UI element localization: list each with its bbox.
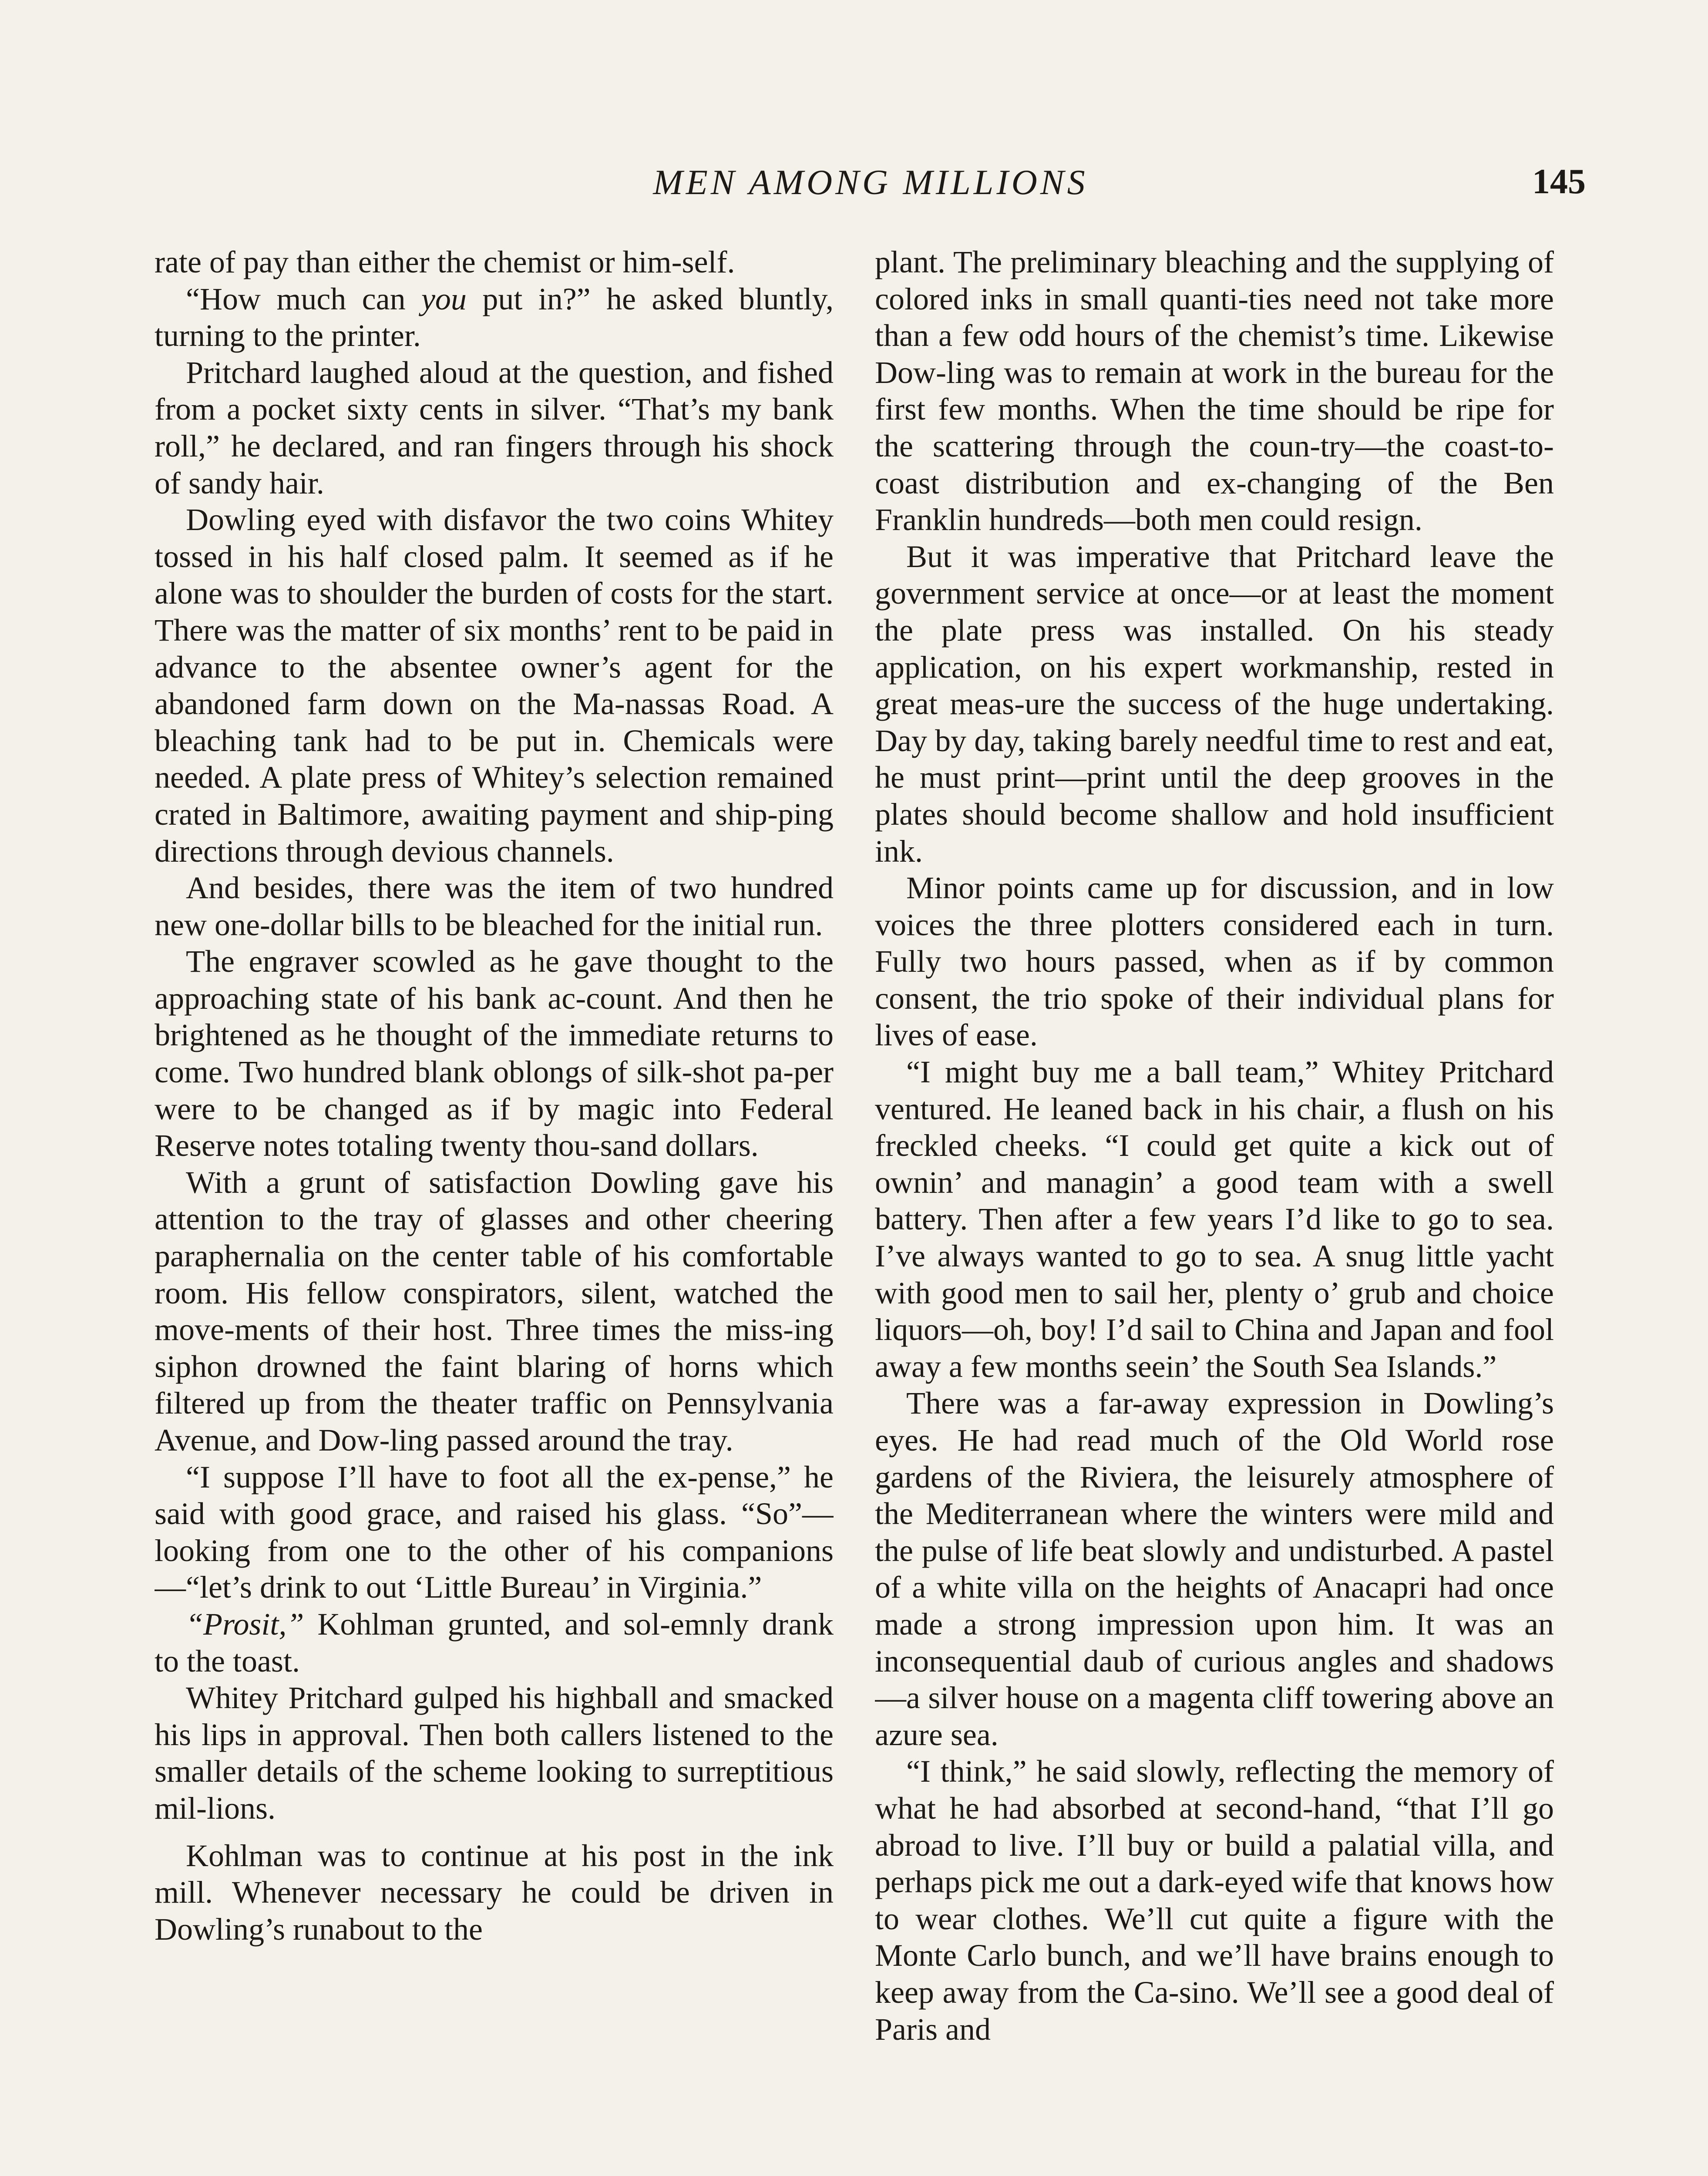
paragraph: [155, 1459, 834, 1606]
text-segment: The engraver scowled as he gave thought to the approaching state of his bank ac-count. And then he brightened as he thought of the immediate returns to come. Two hundred blank oblongs of silk-shot pa-per were to be changed as if by magic into Federal Reserve notes totaling twenty thou-sand dollars.: [155, 944, 834, 1163]
text-segment: Whitey Pritchard gulped his highball and smacked his lips in approval. Then both callers listened to the smaller details of the scheme looking to surreptitious mil-lions.: [155, 1680, 834, 1826]
text-segment: With a grunt of satisfaction Dowling gave his attention to the tray of glasses and other cheering paraphernalia on the center table of his comfortable room. His fellow conspirators, silent, watched the move-ments of their host. Three times the miss-ing siphon drowned the faint blaring of horns which filtered up from the theater traffic on Pennsylvania Avenue, and Dow-ling passed around the tray.: [155, 1165, 834, 1457]
text-segment: There was a far-away expression in Dowling’s eyes. He had read much of the Old World rose gardens of the Riviera, the leisurely atmosphere of the Mediterranean where the winters were mild and the pulse of life beat slowly and undisturbed. A pastel of a white villa on the heights of Anacapri had once made a strong impression upon him. It was an inconsequential daub of curious angles and shadows—a silver house on a magenta cliff towering above an azure sea.: [875, 1386, 1554, 1752]
paragraph: [155, 1679, 834, 1827]
text-segment: “I might buy me a ball team,” Whitey Pritchard ventured. He leaned back in his chair, a flush on his freckled cheeks. “I could get quite a kick out of ownin’ and managin’ a good team with a swell battery. Then after a few years I’d like to go to sea. I’ve always wanted to go to sea. A snug little yacht with good men to sail her, plenty o’ grub and choice liquors—oh, boy! I’d sail to China and Japan and fool away a few months seein’ the South Sea Islands.”: [875, 1054, 1554, 1384]
paragraph: [155, 1837, 834, 1948]
paragraph: [155, 354, 834, 501]
paragraph: [155, 870, 834, 943]
text-segment: But it was imperative that Pritchard leave the government service at once—or at least the moment the plate press was installed. On his steady application, on his expert workmanship, rested in great meas-ure the success of the huge undertaking. Day by day, taking barely needful time to rest and eat, he must print—print until the deep grooves in the plates should become shallow and hold insufficient ink.: [875, 539, 1554, 869]
paragraph: [875, 1385, 1554, 1753]
page-number: 145: [1532, 161, 1586, 201]
text-segment: Pritchard laughed aloud at the question, and fished from a pocket sixty cents in silver. “That’s my bank roll,” he declared, and ran fingers through his shock of sandy hair.: [155, 355, 834, 500]
paragraph: [875, 1054, 1554, 1385]
text-segment: Kohlman grunted, and sol-emnly drank to the toast.: [155, 1606, 834, 1679]
text-segment: Kohlman was to continue at his post in the ink mill. Whenever necessary he could be driven in Dowling’s runabout to the: [155, 1838, 834, 1947]
text-segment: put in?” he asked bluntly, turning to the printer.: [155, 281, 834, 353]
text-segment: plant. The preliminary bleaching and the supplying of colored inks in small quanti-ties need not take more than a few odd hours of the chemist’s time. Likewise Dow-ling was to remain at work in the bureau for the first few months. When the time should be ripe for the scattering through the coun-try—the coast-to-coast distribution and ex-changing of the Ben Franklin hundreds—both men could resign.: [875, 245, 1554, 537]
left-column: [155, 244, 834, 2176]
text-segment: Minor points came up for discussion, and in low voices the three plotters considered each in turn. Fully two hours passed, when as if by common consent, the trio spoke of their individual plans for lives of ease.: [875, 870, 1554, 1053]
paragraph: [155, 943, 834, 1164]
paragraph: [155, 281, 834, 354]
paragraph: [875, 870, 1554, 1054]
paragraph: [155, 1164, 834, 1459]
text-segment: “I think,” he said slowly, reflecting the memory of what he had absorbed at second-hand, “that I’ll go abroad to live. I’ll buy or build a palatial villa, and perhaps pick me out a dark-eyed wife that knows how to wear clothes. We’ll cut quite a figure with the Monte Carlo bunch, and we’ll have brains enough to keep away from the Ca-sino. We’ll see a good deal of Paris and: [875, 1754, 1554, 2047]
paragraph: [155, 244, 834, 281]
text-segment: And besides, there was the item of two hundred new one-dollar bills to be bleached for the initial run.: [155, 870, 834, 942]
text-segment: you: [421, 281, 467, 316]
paragraph: [155, 501, 834, 870]
paragraph: [875, 538, 1554, 870]
paragraph: [155, 1606, 834, 1679]
text-segment: “How much can: [186, 281, 421, 316]
text-segment: “Prosit,”: [186, 1606, 304, 1642]
paragraph: [875, 1753, 1554, 2048]
text-segment: Dowling eyed with disfavor the two coins Whitey tossed in his half closed palm. It seemed as if he alone was to shoulder the burden of costs for the start. There was the matter of six months’ rent to be paid in advance to the absentee owner’s agent for the abandoned farm down on the Ma-nassas Road. A bleaching tank had to be put in. Chemicals were needed. A plate press of Whitey’s selection remained crated in Baltimore, awaiting payment and ship-ping directions through devious channels.: [155, 502, 834, 869]
paragraph: [875, 244, 1554, 538]
text-segment: “I suppose I’ll have to foot all the ex-pense,” he said with good grace, and raised his glass. “So”—looking from one to the other of his companions—“let’s drink to out ‘Little Bureau’ in Virginia.”: [155, 1459, 834, 1605]
text-segment: rate of pay than either the chemist or him-self.: [155, 245, 735, 279]
right-column: [875, 244, 1554, 2176]
running-head: MEN AMONG MILLIONS: [653, 162, 1088, 202]
